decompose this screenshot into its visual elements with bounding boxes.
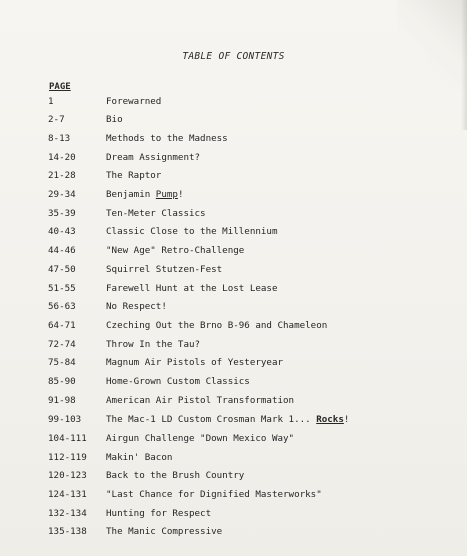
toc-page-range: 40-43 [48,226,76,237]
toc-page-range: 56-63 [48,301,76,312]
toc-row [0,151,467,165]
toc-row [0,469,467,483]
toc-page-range: 2-7 [48,114,65,125]
toc-row [0,507,467,521]
toc-entry-title: Throw In the Tau? [106,339,201,350]
toc-page-range: 51-55 [48,283,76,294]
toc-row [0,319,467,333]
toc-row [0,282,467,296]
toc-entry-title: American Air Pistol Transformation [106,395,295,406]
page-edge-shadow [461,0,467,130]
toc-entry-title: The Manic Compressive [106,526,223,537]
toc-page-range: 91-98 [48,395,76,406]
toc-entry-title: Magnum Air Pistols of Yesteryear [106,357,284,368]
toc-page-range: 29-34 [48,189,76,200]
toc-entry-title: "Last Chance for Dignified Masterworks" [106,489,322,500]
toc-title-suffix: ! [343,414,350,425]
toc-row [0,300,467,314]
toc-entry-title: Home-Grown Custom Classics [106,376,250,387]
toc-row [0,113,467,127]
toc-page-range: 8-13 [48,133,71,144]
page-corner-fold [397,0,467,90]
toc-row [0,451,467,465]
toc-row [0,488,467,502]
toc-entry-title: Farewell Hunt at the Lost Lease [106,283,278,294]
toc-page-range: 85-90 [48,376,76,387]
toc-page-range: 47-50 [48,264,76,275]
toc-entry-title [106,188,183,202]
toc-row [0,525,467,539]
toc-page-range: 135-138 [48,526,87,537]
toc-row [0,375,467,389]
toc-entry-title: Airgun Challenge "Down Mexico Way" [106,433,295,444]
toc-entry-title: Dream Assignment? [106,152,201,163]
toc-entry-title: The Raptor [106,170,162,181]
toc-row [0,132,467,146]
toc-row [0,207,467,221]
toc-entry-title: Czeching Out the Brno B-96 and Chameleon [106,320,328,331]
toc-page-range: 1 [48,96,54,107]
toc-title-emphasis: Rocks [316,414,344,425]
toc-page-range: 104-111 [48,433,87,444]
toc-entry-title: "New Age" Retro-Challenge [106,245,245,256]
toc-page-range: 99-103 [48,414,82,425]
toc-row [0,225,467,239]
toc-page-range: 14-20 [48,152,76,163]
toc-page-range: 132-134 [48,508,87,519]
toc-row [0,394,467,408]
toc-entry-title: Back to the Brush Country [106,470,245,481]
toc-row [0,188,467,202]
toc-page-range: 124-131 [48,489,87,500]
toc-title-prefix: Benjamin [106,189,156,200]
toc-page-range: 75-84 [48,357,76,368]
toc-row [0,263,467,277]
toc-row [0,95,467,109]
toc-page-range: 72-74 [48,339,76,350]
toc-row [0,432,467,446]
toc-page-range: 120-123 [48,470,87,481]
toc-row [0,356,467,370]
document-title: TABLE OF CONTENTS [182,51,285,62]
toc-entry-title: Classic Close to the Millennium [106,226,278,237]
toc-entry-title: No Respect! [106,301,167,312]
toc-page-range: 35-39 [48,208,76,219]
toc-entry-title: Ten-Meter Classics [106,208,206,219]
toc-page-range: 112-119 [48,452,87,463]
toc-row [0,169,467,183]
toc-row [0,413,467,427]
toc-title-emphasis: Pump [155,189,178,200]
toc-entry-title: Methods to the Madness [106,133,228,144]
toc-title-suffix: ! [177,189,184,200]
toc-title-prefix: The Mac-1 LD Custom Crosman Mark 1... [106,414,317,425]
toc-row [0,244,467,258]
toc-entry-title: Hunting for Respect [106,508,212,519]
toc-entry-title: Forewarned [106,96,162,107]
toc-page-range: 21-28 [48,170,76,181]
page-column-header: PAGE [49,82,71,92]
toc-entry-title: Bio [106,114,123,125]
toc-page-range: 64-71 [48,320,76,331]
toc-entry-title: Squirrel Stutzen-Fest [106,264,223,275]
toc-row [0,338,467,352]
toc-entry-title: Makin' Bacon [106,452,173,463]
toc-page-range: 44-46 [48,245,76,256]
toc-entry-title [106,413,349,427]
